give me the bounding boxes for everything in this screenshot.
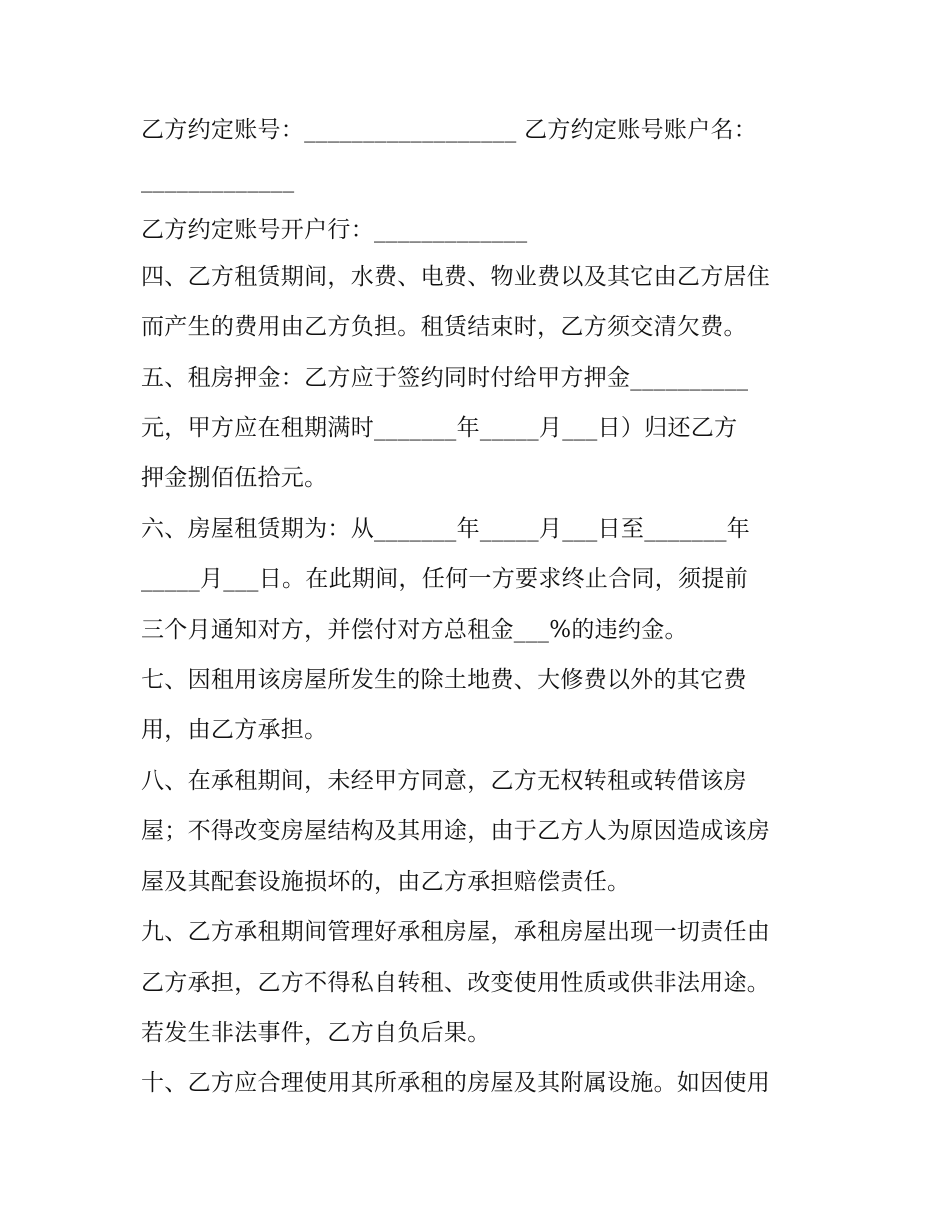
clause-7-line-2: 用，由乙方承担。 <box>141 717 328 743</box>
clause-9-line-2: 乙方承担，乙方不得私自转租、改变使用性质或供非法用途。 <box>141 970 771 996</box>
clause-8-line-3: 屋及其配套设施损坏的，由乙方承担赔偿责任。 <box>141 869 631 895</box>
clause-10-line-1: 十、乙方应合理使用其所承租的房屋及其附属设施。如因使用 <box>141 1070 771 1096</box>
clause-6-line-1: 六、房屋租赁期为：从_______年_____月___日至_______年 <box>141 516 751 542</box>
clause-8-line-1: 八、在承租期间，未经甲方同意，乙方无权转租或转借该房 <box>141 768 747 794</box>
clause-5-line-1: 五、租房押金：乙方应于签约同时付给甲方押金__________ <box>141 365 749 391</box>
account-number-line: 乙方约定账号：__________________ 乙方约定账号账户名： <box>141 117 758 143</box>
clause-8-line-2: 屋；不得改变房屋结构及其用途，由于乙方人为原因造成该房 <box>141 818 771 844</box>
clause-5-line-3: 押金捌佰伍拾元。 <box>141 465 328 491</box>
clause-9-line-1: 九、乙方承租期间管理好承租房屋，承租房屋出现一切责任由 <box>141 919 771 945</box>
clause-9-line-3: 若发生非法事件，乙方自负后果。 <box>141 1020 491 1046</box>
clause-5-line-2: 元，甲方应在租期满时_______年_____月___日）归还乙方 <box>141 415 738 441</box>
clause-7-line-1: 七、因租用该房屋所发生的除土地费、大修费以外的其它费 <box>141 667 747 693</box>
clause-4-line-1: 四、乙方租赁期间，水费、电费、物业费以及其它由乙方居住 <box>141 264 771 290</box>
clause-6-line-3: 三个月通知对方，并偿付对方总租金___%的违约金。 <box>141 617 688 643</box>
account-name-blank-line: _____________ <box>141 167 295 193</box>
account-bank-line: 乙方约定账号开户行：_____________ <box>141 217 528 243</box>
clause-4-line-2: 而产生的费用由乙方负担。租赁结束时，乙方须交清欠费。 <box>141 314 747 340</box>
clause-6-line-2: _____月___日。在此期间，任何一方要求终止合同，须提前 <box>141 566 748 592</box>
